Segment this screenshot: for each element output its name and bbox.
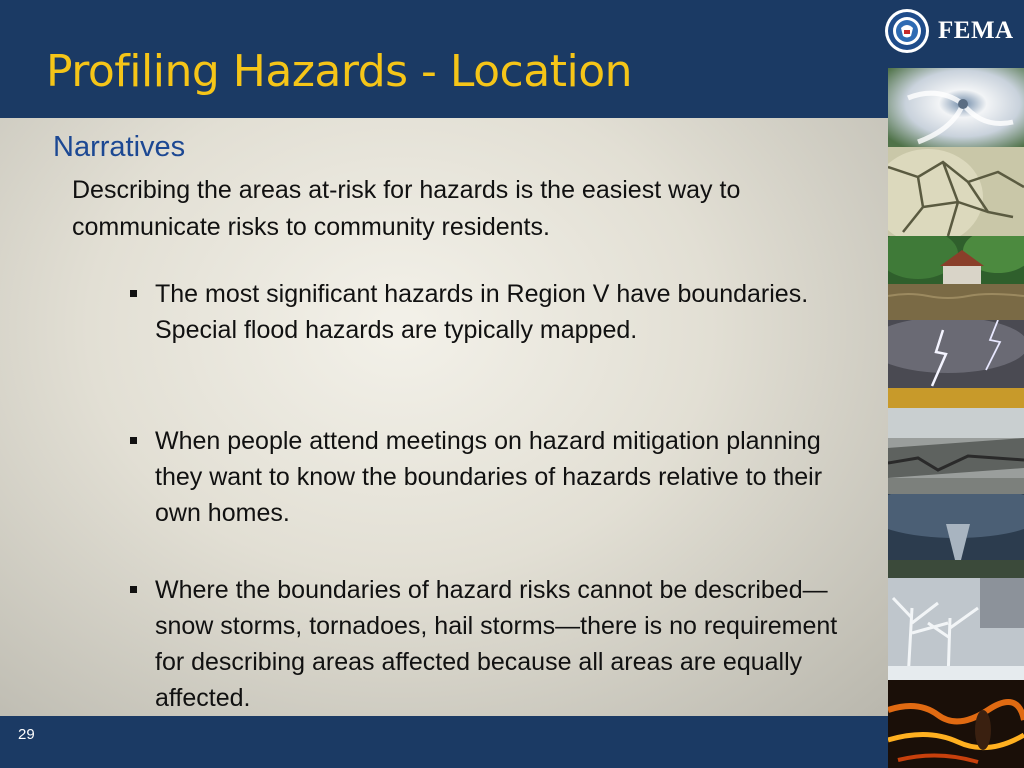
bullet-item [130,276,860,348]
hurricane-photo [888,68,1024,147]
bullet-text: When people attend meetings on hazard mitigation planning they want to know the boundaries of hazards relative to their own homes. [155,427,823,527]
slide-content [0,118,888,716]
bullet-item [130,423,860,531]
wildfire-photo [888,680,1024,768]
flood-photo [888,236,1024,320]
bullet-text: Where the boundaries of hazard risks cannot be described—snow storms, tornadoes, hail storms—there is no requirement for describing areas affected because all areas are equally affected. [155,576,838,712]
ice-storm-photo [888,578,1024,680]
bullet-square-icon [130,437,137,444]
bullet-text: The most significant hazards in Region V have boundaries. Special flood hazards are typically mapped. [155,280,809,344]
lightning-photo [888,320,1024,408]
tornado-photo [888,494,1024,578]
drought-photo [888,147,1024,236]
dhs-seal-icon [884,8,930,54]
fema-logo [884,8,1014,54]
bullet-square-icon [130,290,137,297]
fema-wordmark: FEMA [938,17,1014,44]
narratives-heading: Narratives [53,131,186,163]
page-number: 29 [18,726,35,743]
slide-title: Profiling Hazards - Location [46,46,632,97]
bullet-square-icon [130,586,137,593]
earthquake-photo [888,408,1024,494]
hazard-photo-strip [888,68,1024,768]
bullet-item [130,572,860,716]
narratives-intro: Describing the areas at-risk for hazards is the easiest way to communicate risks to community residents. [72,176,741,241]
